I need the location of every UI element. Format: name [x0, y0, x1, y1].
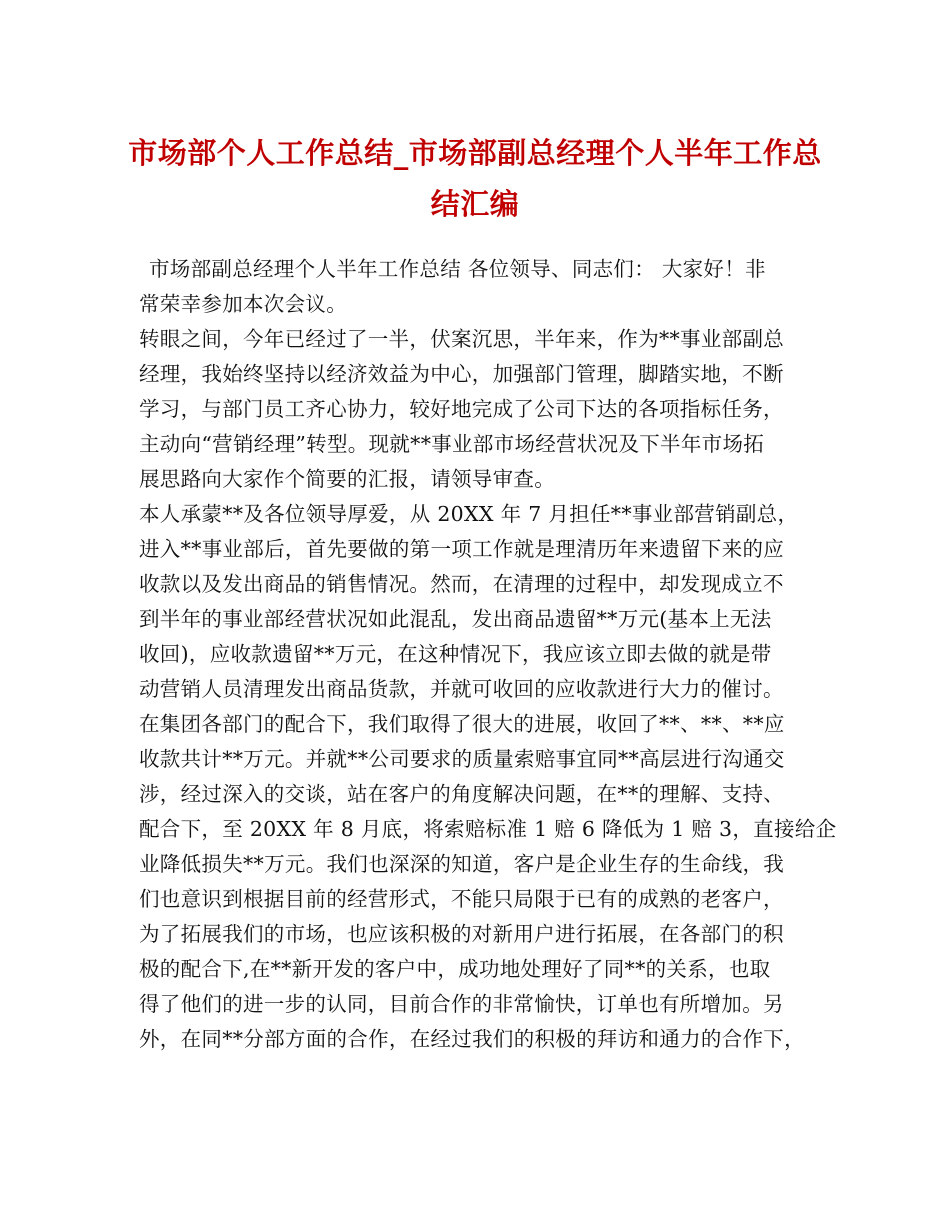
body-line: 动营销人员清理发出商品货款，并就可收回的应收款进行大力的催讨。 — [139, 677, 784, 701]
body-line: 常荣幸参加本次会议。 — [139, 292, 347, 316]
body-line: 主动向“营销经理”转型。现就**事业部市场经营状况及下半年市场拓 — [139, 432, 765, 456]
body-line: 极的配合下,在**新开发的客户中，成功地处理好了同**的关系，也取 — [139, 957, 771, 981]
body-line: 进入**事业部后，首先要做的第一项工作就是理清历年来遗留下来的应 — [139, 537, 785, 561]
body-line: 展思路向大家作个简要的汇报，请领导审查。 — [139, 467, 555, 491]
body-line: 收款共计**万元。并就**公司要求的质量索赔事宜同**高层进行沟通交 — [139, 747, 785, 771]
body-line: 在集团各部门的配合下，我们取得了很大的进展，收回了**、**、**应 — [139, 712, 785, 736]
title-line: 市场部个人工作总结_市场部副总经理个人半年工作总 — [128, 136, 822, 170]
title-line: 结汇编 — [430, 187, 520, 221]
body-line: 配合下，至 20XX 年 8 月底，将索赔标准 1 赔 6 降低为 1 赔 3，直接给企 — [139, 817, 837, 841]
body-line: 收回)，应收款遗留**万元，在这种情况下，我应该立即去做的就是带 — [139, 642, 772, 666]
body-line: 业降低损失**万元。我们也深深的知道，客户是企业生存的生命线，我 — [139, 852, 785, 876]
document-body — [139, 252, 837, 1057]
body-line: 外，在同**分部方面的合作，在经过我们的积极的拜访和通力的合作下， — [139, 1027, 805, 1051]
body-line: 涉，经过深入的交谈，站在客户的角度解决问题，在**的理解、支持、 — [139, 782, 785, 806]
body-line: 们也意识到根据目前的经营形式，不能只局限于已有的成熟的老客户， — [139, 887, 784, 911]
body-line: 本人承蒙**及各位领导厚爱，从 20XX 年 7 月担任**事业部营销副总， — [139, 502, 799, 526]
body-line: 得了他们的进一步的认同，目前合作的非常愉快，订单也有所增加。另 — [139, 992, 784, 1016]
body-line: 经理，我始终坚持以经济效益为中心，加强部门管理，脚踏实地，不断 — [139, 362, 784, 386]
body-line: 转眼之间，今年已经过了一半，伏案沉思，半年来，作为**事业部副总 — [139, 327, 785, 351]
body-line: 为了拓展我们的市场，也应该积极的对新用户进行拓展，在各部门的积 — [139, 922, 784, 946]
body-line: 市场部副总经理个人半年工作总结 各位领导、同志们： 大家好！非 — [149, 257, 766, 281]
document-title — [100, 128, 850, 230]
body-line: 收款以及发出商品的销售情况。然而，在清理的过程中，却发现成立不 — [139, 572, 784, 596]
body-line: 到半年的事业部经营状况如此混乱，发出商品遗留**万元(基本上无法 — [139, 607, 772, 631]
body-line: 学习，与部门员工齐心协力，较好地完成了公司下达的各项指标任务， — [139, 397, 784, 421]
